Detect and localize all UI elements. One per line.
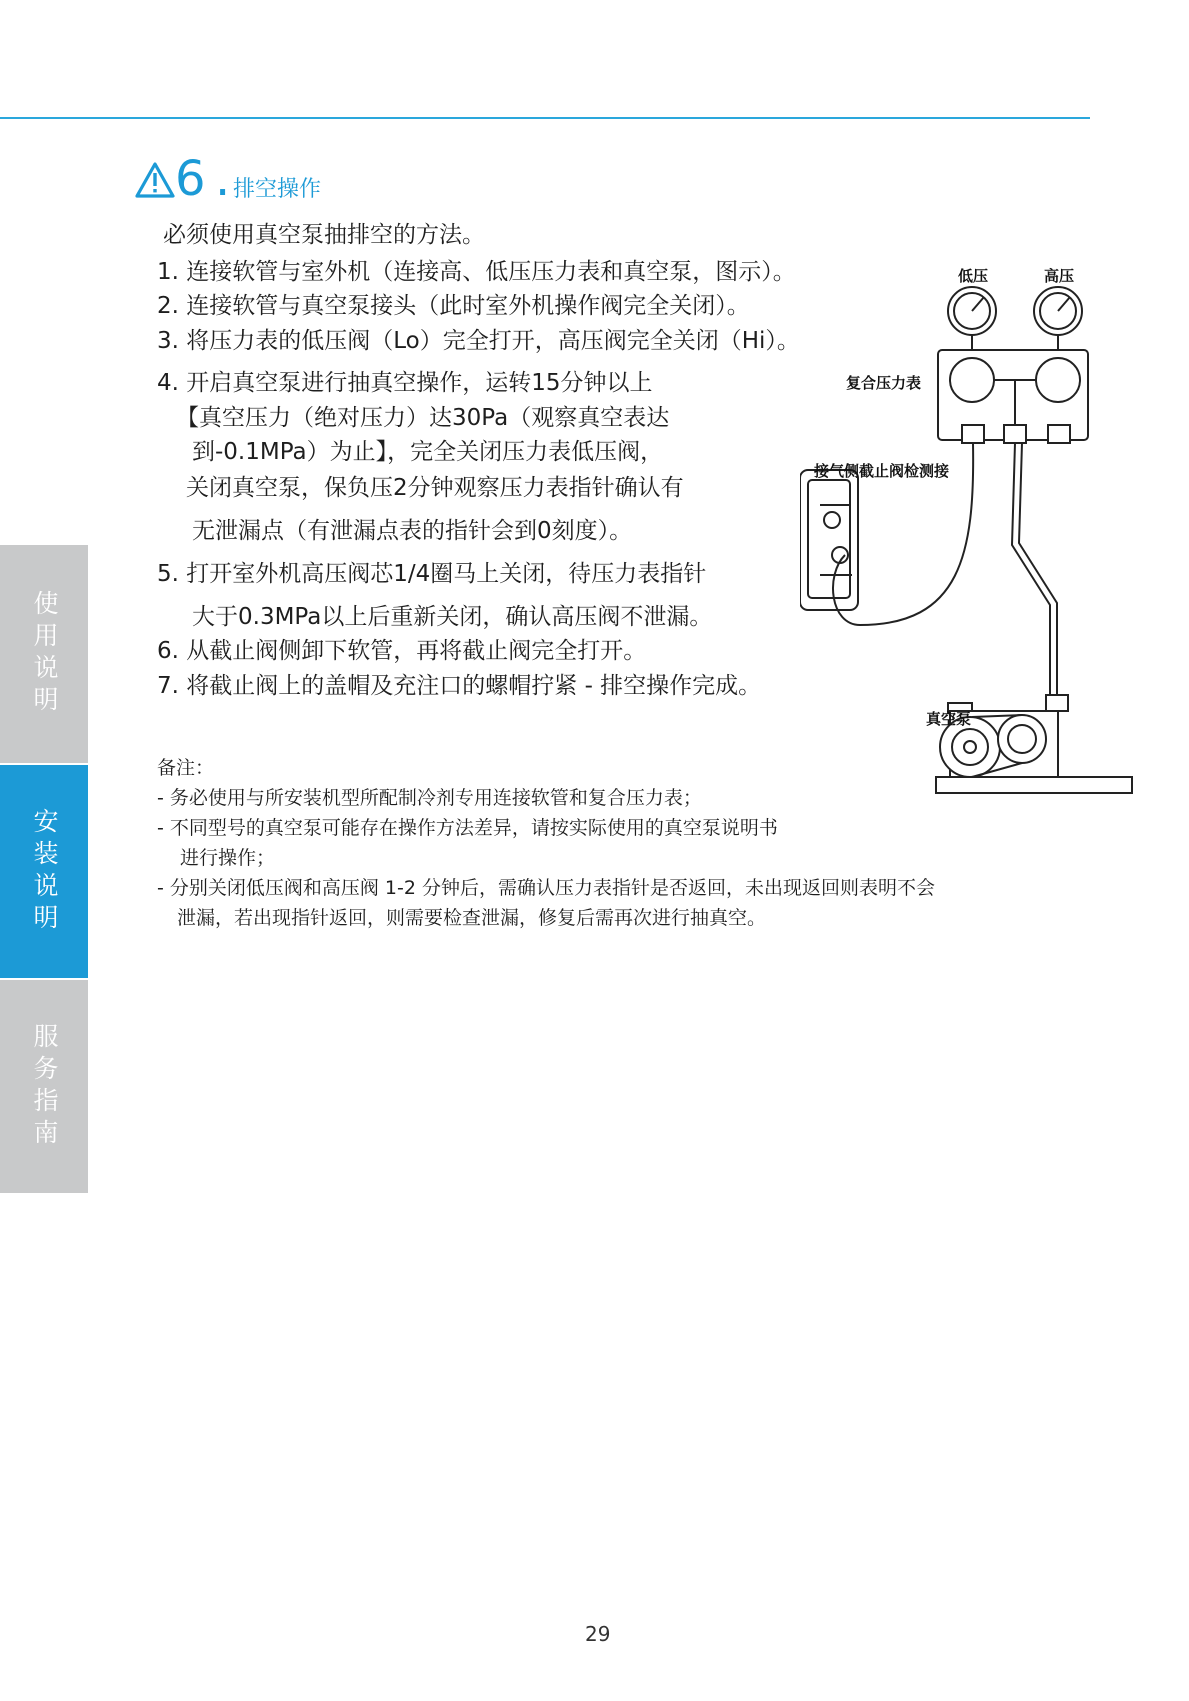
step-2: 2. 连接软管与真空泵接头（此时室外机操作阀完全关闭）。 bbox=[157, 293, 750, 319]
side-tab-use-label: 使用说明 bbox=[30, 590, 59, 718]
top-divider bbox=[0, 117, 1090, 119]
step-4-line-3: 到-0.1MPa）为止】，完全关闭压力表低压阀， bbox=[192, 439, 664, 465]
compound-gauge-label: 复合压力表 bbox=[846, 374, 922, 392]
low-pressure-label: 低压 bbox=[958, 267, 989, 285]
step-4: 4. 开启真空泵进行抽真空操作，运转15分钟以上 bbox=[157, 370, 653, 396]
vacuum-pump-label: 真空泵 bbox=[926, 710, 972, 728]
intro-text: 必须使用真空泵抽排空的方法。 bbox=[163, 222, 485, 248]
note-line-4: - 分别关闭低压阀和高压阀 1-2 分钟后，需确认压力表指针是否返回，未出现返回则表明不会 bbox=[157, 877, 936, 899]
step-1: 1. 连接软管与室外机（连接高、低压压力表和真空泵，图示）。 bbox=[157, 259, 796, 285]
step-3: 3. 将压力表的低压阀（Lo）完全打开，高压阀完全关闭（Hi）。 bbox=[157, 328, 800, 354]
note-line-1: - 务必使用与所安装机型所配制冷剂专用连接软管和复合压力表； bbox=[157, 787, 702, 809]
vacuum-connection-diagram bbox=[800, 255, 1140, 815]
warning-triangle-icon bbox=[135, 162, 175, 198]
section-title: 排空操作 bbox=[233, 177, 322, 202]
section-number: 6 bbox=[175, 151, 206, 207]
note-line-2: - 不同型号的真空泵可能存在操作方法差异，请按实际使用的真空泵说明书 bbox=[157, 817, 778, 839]
step-5-line-2: 大于0.3MPa以上后重新关闭，确认高压阀不泄漏。 bbox=[192, 604, 713, 630]
section-number-dot: . bbox=[215, 151, 231, 207]
step-5: 5. 打开室外机高压阀芯1/4圈马上关闭，待压力表指针 bbox=[157, 561, 707, 587]
side-tab-service-label: 服务指南 bbox=[30, 1022, 59, 1151]
side-tab-install[interactable] bbox=[0, 765, 88, 978]
side-tab-use[interactable] bbox=[0, 545, 88, 763]
page-number: 29 bbox=[585, 1622, 611, 1646]
note-line-3: 进行操作； bbox=[180, 847, 276, 869]
diagram-illustration bbox=[800, 255, 1140, 815]
notes-heading: 备注： bbox=[157, 757, 215, 779]
step-4-line-4: 关闭真空泵，保负压2分钟观察压力表指针确认有 bbox=[186, 475, 684, 501]
side-tab-install-label: 安装说明 bbox=[30, 807, 59, 936]
high-pressure-label: 高压 bbox=[1044, 267, 1075, 285]
step-6: 6. 从截止阀侧卸下软管，再将截止阀完全打开。 bbox=[157, 638, 647, 664]
side-tab-service[interactable] bbox=[0, 980, 88, 1193]
service-port-label: 接气侧截止阀检测接 bbox=[814, 462, 950, 480]
note-line-5: 泄漏，若出现指针返回，则需要检查泄漏，修复后需再次进行抽真空。 bbox=[177, 907, 767, 929]
step-4-line-2: 【真空压力（绝对压力）达30Pa（观察真空表达 bbox=[176, 405, 670, 431]
step-7: 7. 将截止阀上的盖帽及充注口的螺帽拧紧 - 排空操作完成。 bbox=[157, 673, 762, 699]
step-4-line-5: 无泄漏点（有泄漏点表的指针会到0刻度）。 bbox=[192, 518, 633, 544]
